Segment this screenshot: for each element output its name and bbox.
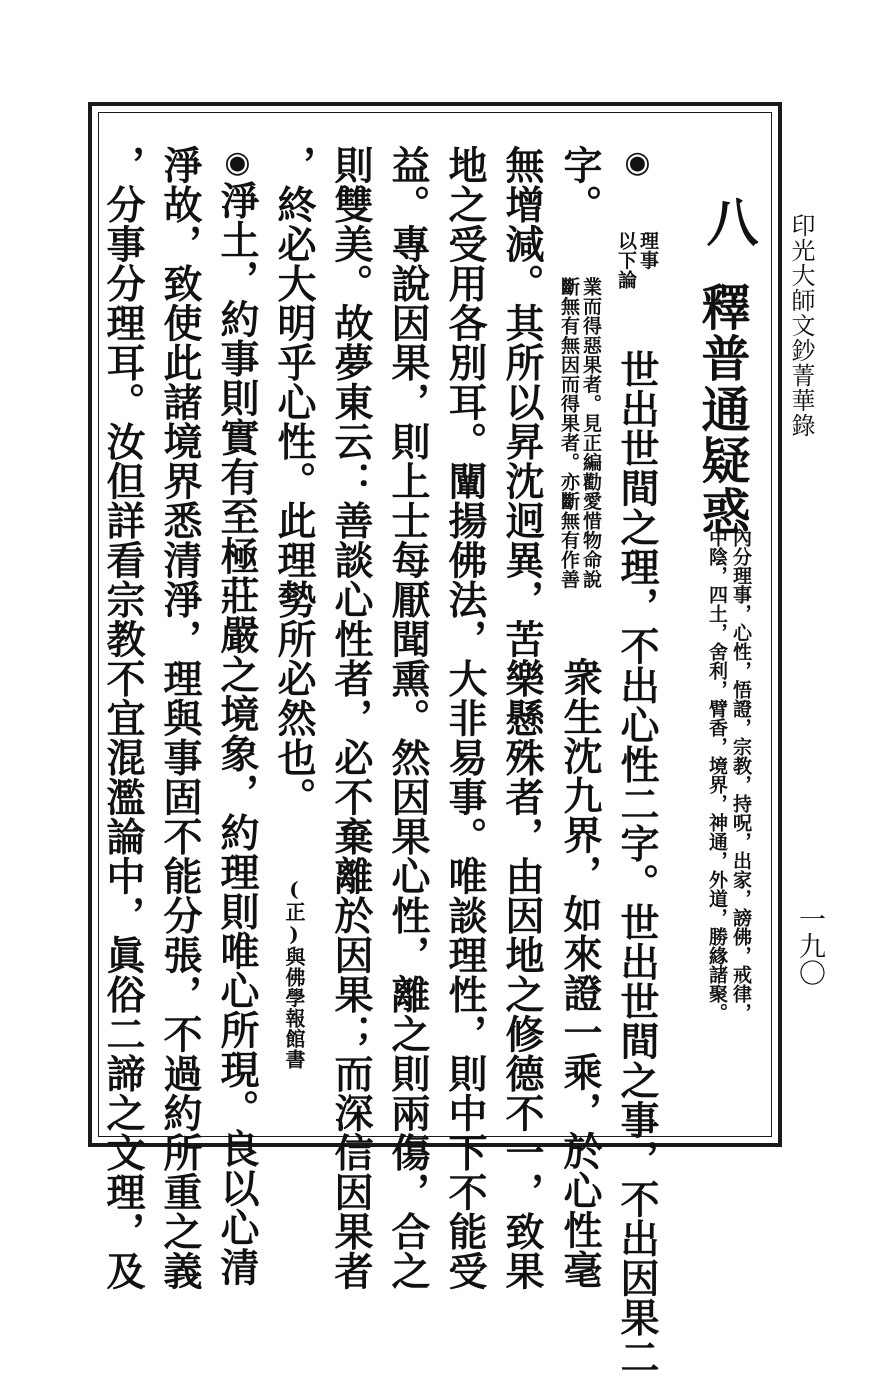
- inline-note-b-line2: 業而得惡果者。見正編勸愛惜物命說: [580, 276, 602, 589]
- text-column-6: 則雙美。故夢東云：善談心性者，必不棄離於因果；而深信因果者: [328, 145, 374, 1291]
- inline-note-a-line1: 以下論: [615, 231, 637, 290]
- text-column-9: 淨故，致使此諸境界悉清淨，理與事固不能分張，不過約所重之義: [157, 145, 203, 1291]
- running-title: 印光大師文鈔菁華錄: [787, 213, 815, 438]
- section-contents-line2: 中陰，四土，舍利，臂香，境界，神通，外道，勝緣諸聚。: [706, 528, 728, 1022]
- col8-text: 淨土，約事則實有至極莊嚴之境象，約理則唯心所現。良以心清: [214, 180, 260, 1287]
- col2-start: 字。: [557, 145, 603, 224]
- source-citation: (正)與佛學報館書: [282, 877, 306, 1070]
- text-column-2: [557, 145, 603, 1289]
- text-column-3: 無增減。其所以昇沈迥異，苦樂懸殊者，由因地之修德不一，致果: [499, 145, 545, 1291]
- bullet-icon: ◉: [220, 145, 255, 181]
- col7-text: ，終必大明乎心性。此理勢所必然也。: [271, 145, 317, 817]
- section-contents-line1: 內分理事，心性，悟證，宗教，持呪，出家，謗佛，戒律，: [730, 528, 752, 1022]
- col2-end: 衆生沈九界，如來證一乘，於心性毫: [557, 657, 603, 1289]
- text-column-1: [614, 145, 660, 1377]
- text-column-8: [215, 145, 259, 1287]
- section-title: 釋普通疑惑: [694, 282, 752, 537]
- inline-note-b-line1: 斷無有無因而得果者。亦斷無有作善: [558, 276, 580, 589]
- page-number: 一九〇: [794, 905, 825, 986]
- inline-note-a-line2: 理事: [637, 231, 659, 270]
- section-number: 八: [697, 195, 758, 247]
- inline-note-a: [615, 227, 659, 303]
- text-column-10: ，分事分理耳。汝但詳看宗教不宜混濫論中，眞俗二諦之文理，及: [100, 145, 146, 1291]
- text-column-4: 地之受用各別耳。闡揚佛法，大非易事。唯談理性，則中下不能受: [442, 145, 488, 1291]
- bullet-icon: ◉: [620, 145, 655, 181]
- text-column-5: 益。專說因果，則上士每厭聞熏。然因果心性，離之則兩傷，合之: [385, 145, 431, 1291]
- inline-note-b: [558, 271, 602, 611]
- text-column-7: [272, 145, 316, 1095]
- col1-text: 世出世間之理，不出心性二字。世出世間之事，不出因果二: [614, 349, 660, 1377]
